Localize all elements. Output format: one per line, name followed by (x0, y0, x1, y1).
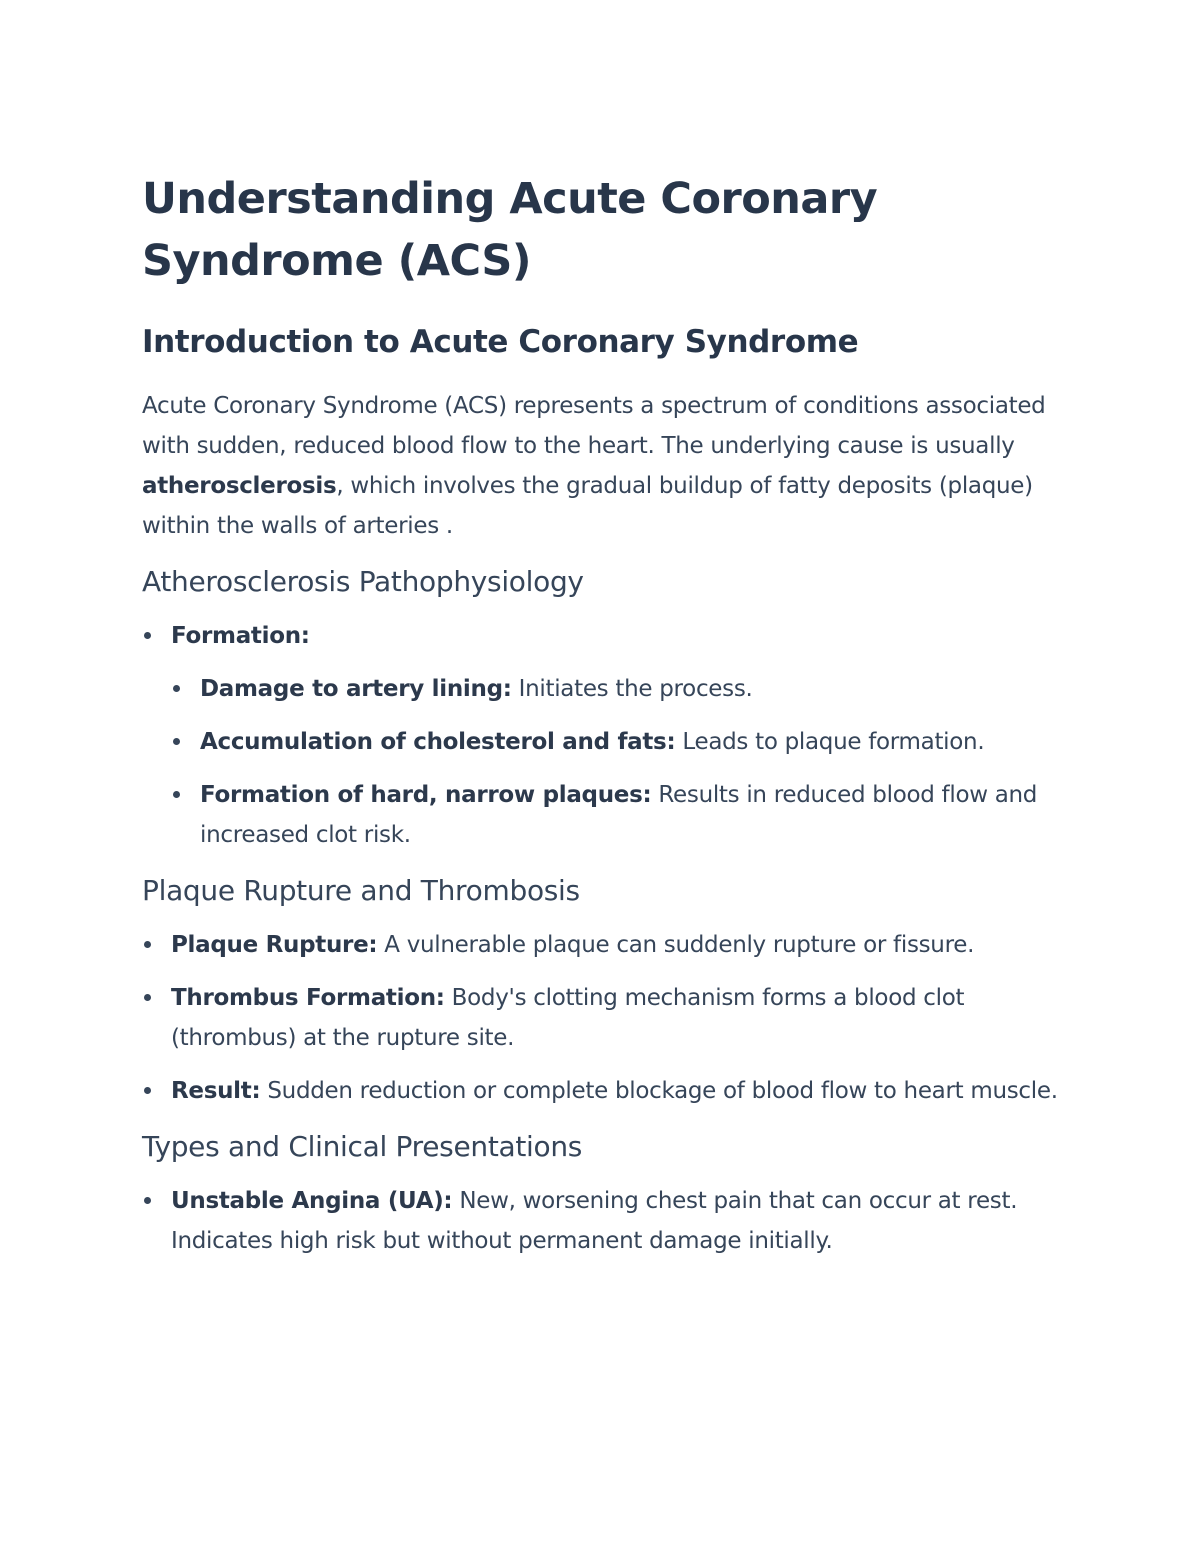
list-item-label: Thrombus Formation: (171, 985, 445, 1011)
page-title: Understanding Acute Coronary Syndrome (ACS) (142, 174, 878, 286)
list-item (171, 669, 1072, 709)
list-item-label: Damage to artery lining: (200, 676, 512, 702)
list-item (142, 978, 1072, 1058)
list-item-text: Sudden reduction or complete blockage of blood flow to heart muscle. (260, 1078, 1058, 1104)
list-item (142, 1181, 1072, 1261)
list-item-text: Results in reduced blood flow and increased clot risk. (200, 782, 1038, 848)
list-item-text: Leads to plaque formation. (675, 729, 985, 755)
bullet-icon (173, 791, 180, 798)
list-item-text: Initiates the process. (511, 676, 753, 702)
list-item (142, 616, 1072, 855)
intro-text-start: Acute Coronary Syndrome (ACS) represents a spectrum of conditions associated with sudden, reduced blood flow to the heart. The underlying cause is usually (142, 393, 1046, 459)
bullet-icon (144, 994, 151, 1001)
list-item (142, 925, 1072, 965)
section-heading-types: Types and Clinical Presentations (142, 1130, 583, 1163)
document-page (142, 168, 1072, 1274)
list-item-text: A vulnerable plaque can suddenly rupture or fissure. (377, 932, 975, 958)
list-item-label: Result: (171, 1078, 261, 1104)
section-heading-rupture: Plaque Rupture and Thrombosis (142, 874, 580, 907)
bullet-icon (144, 1197, 151, 1204)
list-item (171, 775, 1072, 855)
list-item-text: Body's clotting mechanism forms a blood clot (thrombus) at the rupture site. (171, 985, 965, 1051)
bullet-icon (144, 632, 151, 639)
list-item-label: Plaque Rupture: (171, 932, 378, 958)
section-heading-atherosclerosis: Atherosclerosis Pathophysiology (142, 565, 584, 598)
types-list (142, 1181, 1072, 1261)
bullet-icon (173, 685, 180, 692)
formation-sublist (171, 669, 1072, 855)
bullet-icon (173, 738, 180, 745)
section-heading-introduction: Introduction to Acute Coronary Syndrome (142, 324, 859, 360)
list-item-label: Formation of hard, narrow plaques: (200, 782, 652, 808)
bullet-icon (144, 941, 151, 948)
list-item-label: Formation: (171, 623, 310, 649)
intro-paragraph (142, 386, 1072, 546)
rupture-list (142, 925, 1072, 1111)
intro-text-end: , which involves the gradual buildup of fatty deposits (plaque) within the walls of arteries . (142, 473, 1033, 539)
atherosclerosis-list (142, 616, 1072, 855)
intro-bold-term: atherosclerosis (142, 473, 337, 499)
list-item-label: Unstable Angina (UA): (171, 1188, 453, 1214)
list-item (171, 722, 1072, 762)
bullet-icon (144, 1087, 151, 1094)
list-item (142, 1071, 1072, 1111)
list-item-text: New, worsening chest pain that can occur at rest. Indicates high risk but without permanent damage initially. (171, 1188, 1018, 1254)
list-item-label: Accumulation of cholesterol and fats: (200, 729, 676, 755)
